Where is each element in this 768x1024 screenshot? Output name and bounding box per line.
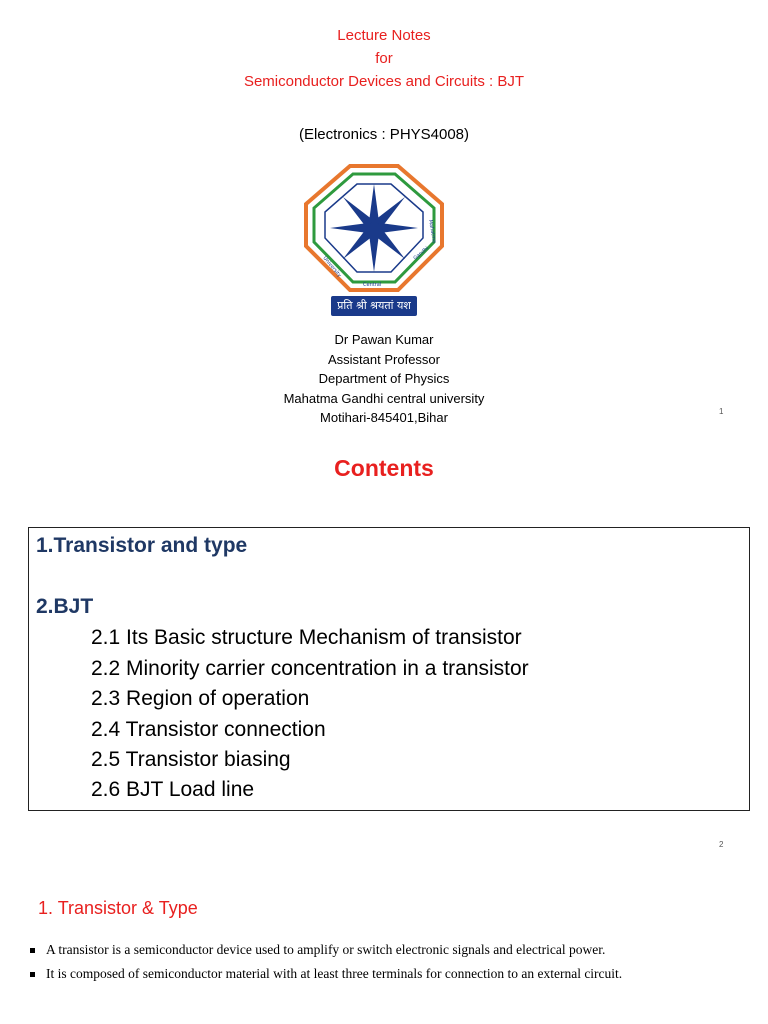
lecture-notes-title: Lecture Notes <box>337 27 431 44</box>
course-subject-title: Semiconductor Devices and Circuits : BJT <box>243 73 525 90</box>
university-emblem-icon <box>301 162 447 320</box>
for-text: for <box>375 50 393 67</box>
bullet-text: It is composed of semiconductor material with at least three terminals for connection to an external circuit. <box>46 966 623 981</box>
toc-item: 2.6 BJT Load line <box>91 778 255 801</box>
author-name: Dr Pawan Kumar <box>334 332 434 347</box>
author-department: Department of Physics <box>318 371 450 386</box>
bullet-text: A transistor is a semiconductor device used to amplify or switch electronic signals and electrical power. <box>46 942 606 957</box>
contents-title: Contents <box>334 455 434 481</box>
bullet-list <box>30 938 750 986</box>
ring-word: Gandhi <box>412 245 430 262</box>
bullet-square-icon <box>30 948 35 953</box>
list-item <box>30 962 750 986</box>
toc-item: 2.5 Transistor biasing <box>91 748 291 771</box>
toc-section-heading: 1.Transistor and type <box>36 534 248 557</box>
author-position: Assistant Professor <box>328 351 440 367</box>
toc-item: 2.1 Its Basic structure Mechanism of transistor <box>91 626 522 649</box>
section-title: 1. Transistor & Type <box>38 898 198 918</box>
author-address: Motihari-845401,Bihar <box>320 410 448 425</box>
toc-item: 2.2 Minority carrier concentration in a transistor <box>91 657 529 680</box>
bullet-square-icon <box>30 972 35 977</box>
author-block <box>0 330 768 428</box>
ring-word: Mahatma <box>427 219 438 244</box>
author-university: Mahatma Gandhi central university <box>283 390 485 406</box>
page-number: 1 <box>719 407 724 416</box>
university-motto: प्रति श्री श्रयतां यश <box>331 296 417 316</box>
table-of-contents <box>28 527 750 811</box>
ring-word: Central <box>363 282 382 288</box>
ring-word: University <box>321 255 343 279</box>
toc-item: 2.4 Transistor connection <box>91 718 326 741</box>
toc-item: 2.3 Region of operation <box>91 687 310 710</box>
toc-section-heading: 2.BJT <box>36 595 94 618</box>
list-item <box>30 938 750 962</box>
course-code: (Electronics : PHYS4008) <box>298 126 470 143</box>
page-number: 2 <box>719 840 724 849</box>
